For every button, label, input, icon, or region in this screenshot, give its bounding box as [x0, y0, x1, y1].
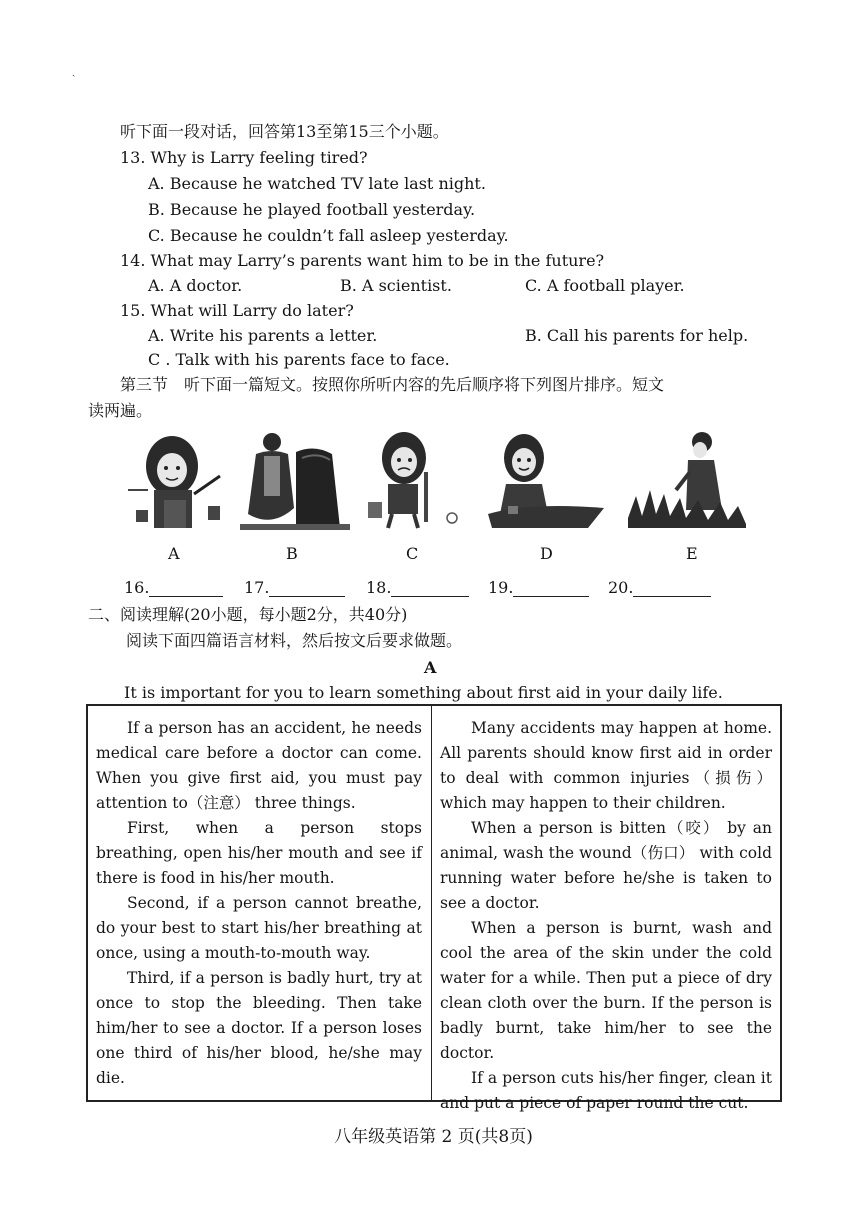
passage-label: A — [424, 658, 437, 677]
picture-c-child-crying — [360, 428, 480, 532]
right-paragraph: Many accidents may happen at home. All parents should know first aid in order to deal with common injuries（损伤） which may happen to their children. — [440, 719, 772, 812]
q13-option-c: C. Because he couldn’t fall asleep yesterday. — [148, 226, 509, 245]
section3-instruction-cont: 读两遍。 — [88, 401, 153, 420]
q13-option-a: A. Because he watched TV late last night. — [148, 174, 486, 193]
right-paragraph: When a person is burnt, wash and cool the area of the skin under the cold water for a while. Then put a piece of dry clean cloth over the burn. If the person is badly burnt, take him/her to see the doctor. — [440, 919, 772, 1062]
question-13: 13. Why is Larry feeling tired? — [120, 148, 368, 167]
answer-blank-17[interactable] — [244, 578, 345, 597]
answer-blank-19[interactable] — [488, 578, 589, 597]
picture-b-man-with-bag — [240, 428, 360, 532]
picture-a-girl-cooking — [120, 428, 240, 532]
blank-17-number: 17. — [244, 578, 270, 597]
blank-18-number: 18. — [366, 578, 392, 597]
q15-option-b: B. Call his parents for help. — [525, 326, 749, 345]
answer-blank-20[interactable] — [608, 578, 711, 597]
left-paragraph: Second, if a person cannot breathe, do your best to start his/her breathing at once, using a mouth-to-mouth way. — [96, 894, 422, 962]
left-paragraph: If a person has an accident, he needs medical care before a doctor can come. When you give first aid, you must pay attention to（注意） three things. — [96, 719, 422, 812]
blank-19-number: 19. — [488, 578, 514, 597]
answer-blank-18[interactable] — [366, 578, 469, 597]
picture-e-label: E — [686, 544, 698, 563]
passage-box — [86, 704, 782, 1112]
q14-option-a: A. A doctor. — [148, 276, 243, 295]
picture-c-label: C — [406, 544, 419, 563]
dialog-instruction: 听下面一段对话，回答第13至第15三个小题。 — [120, 122, 449, 141]
scan-mark: ˎ — [72, 66, 76, 77]
question-15: 15. What will Larry do later? — [120, 301, 354, 320]
column-divider — [431, 706, 432, 1100]
left-paragraph: Third, if a person is badly hurt, try at once to stop the bleeding. Then take him/her to see a doctor. If a person loses one third of his/her blood, he/she may die. — [96, 969, 422, 1087]
blank-16-number: 16. — [124, 578, 150, 597]
q13-option-b: B. Because he played football yesterday. — [148, 200, 476, 219]
left-column — [96, 716, 422, 1091]
q15-option-c: C . Talk with his parents face to face. — [148, 350, 450, 369]
right-paragraph: When a person is bitten（咬） by an animal, wash the wound（伤口） with cold running water before he/she is taken to see a doctor. — [440, 819, 772, 912]
part2-title: 二、阅读理解(20小题，每小题2分，共40分) — [88, 605, 408, 624]
picture-e-person-in-grass — [628, 428, 748, 532]
question-14: 14. What may Larry’s parents want him to be in the future? — [120, 251, 605, 270]
q14-option-b: B. A scientist. — [340, 276, 452, 295]
left-paragraph: First, when a person stops breathing, open his/her mouth and see if there is food in his/her mouth. — [96, 819, 422, 887]
answer-blank-16[interactable] — [124, 578, 223, 597]
right-paragraph: If a person cuts his/her finger, clean it and put a piece of paper round the cut. — [440, 1069, 772, 1112]
picture-d-label: D — [540, 544, 553, 563]
picture-d-girl-sitting — [488, 428, 608, 532]
page-footer: 八年级英语第 2 页(共8页) — [334, 1127, 533, 1147]
section3-instruction: 第三节 听下面一篇短文。按照你所听内容的先后顺序将下列图片排序。短文 — [120, 375, 665, 394]
part2-instruction: 阅读下面四篇语言材料，然后按文后要求做题。 — [126, 631, 463, 650]
q15-option-a: A. Write his parents a letter. — [148, 326, 378, 345]
q14-option-c: C. A football player. — [525, 276, 685, 295]
picture-b-label: B — [286, 544, 298, 563]
passage-intro: It is important for you to learn something about first aid in your daily life. — [124, 683, 723, 702]
picture-a-label: A — [168, 544, 180, 563]
blank-20-number: 20. — [608, 578, 634, 597]
right-column — [440, 716, 772, 1116]
